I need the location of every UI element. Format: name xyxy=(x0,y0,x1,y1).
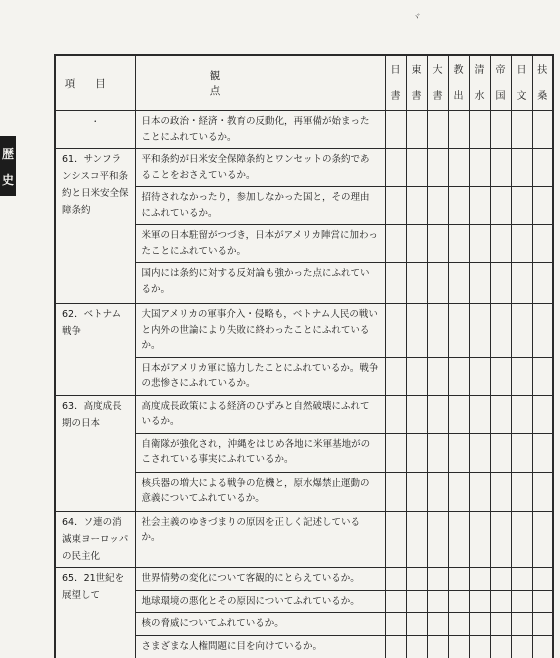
check-cell[interactable] xyxy=(385,225,406,263)
check-cell[interactable] xyxy=(385,357,406,395)
check-cell[interactable] xyxy=(427,187,448,225)
check-cell[interactable] xyxy=(532,511,553,567)
check-cell[interactable] xyxy=(406,304,427,358)
check-cell[interactable] xyxy=(532,613,553,636)
table-row xyxy=(55,511,553,567)
check-cell[interactable] xyxy=(511,304,532,358)
check-cell[interactable] xyxy=(490,567,511,590)
check-cell[interactable] xyxy=(427,225,448,263)
check-cell[interactable] xyxy=(448,433,469,472)
view-cell: 核の脅威についてふれているか。 xyxy=(135,613,385,636)
view-cell: 日本がアメリカ軍に協力したことにふれているか。戦争の悲惨さにふれているか。 xyxy=(135,357,385,395)
check-cell[interactable] xyxy=(511,590,532,613)
check-cell[interactable] xyxy=(385,187,406,225)
check-cell[interactable] xyxy=(427,111,448,149)
evaluation-table xyxy=(54,54,554,658)
check-cell[interactable] xyxy=(448,149,469,187)
header-col-nichibun: 日 文 xyxy=(511,55,532,111)
check-cell[interactable] xyxy=(532,433,553,472)
check-cell[interactable] xyxy=(490,433,511,472)
check-cell[interactable] xyxy=(469,511,490,567)
view-cell: 平和条約が日米安全保障条約とワンセットの条約であることをおさえているか。 xyxy=(135,149,385,187)
check-cell[interactable] xyxy=(385,111,406,149)
check-cell[interactable] xyxy=(406,511,427,567)
check-cell[interactable] xyxy=(469,225,490,263)
check-cell[interactable] xyxy=(385,613,406,636)
stray-mark: ヾ xyxy=(412,13,422,23)
check-cell[interactable] xyxy=(532,472,553,511)
check-cell[interactable] xyxy=(532,304,553,358)
check-cell[interactable] xyxy=(532,111,553,149)
check-cell[interactable] xyxy=(448,187,469,225)
check-cell[interactable] xyxy=(490,263,511,304)
check-cell[interactable] xyxy=(427,149,448,187)
check-cell[interactable] xyxy=(427,567,448,590)
header-col-shimizu: 清 水 xyxy=(469,55,490,111)
check-cell[interactable] xyxy=(448,472,469,511)
check-cell[interactable] xyxy=(490,149,511,187)
header-col-daisho: 大 書 xyxy=(427,55,448,111)
check-cell[interactable] xyxy=(490,187,511,225)
check-cell[interactable] xyxy=(469,111,490,149)
header-col-fuso: 扶 桑 xyxy=(532,55,553,111)
check-cell[interactable] xyxy=(427,357,448,395)
check-cell[interactable] xyxy=(532,263,553,304)
check-cell[interactable] xyxy=(448,395,469,433)
check-cell[interactable] xyxy=(511,225,532,263)
check-cell[interactable] xyxy=(511,357,532,395)
check-cell[interactable] xyxy=(448,263,469,304)
check-cell[interactable] xyxy=(469,357,490,395)
table-row xyxy=(55,395,553,433)
check-cell[interactable] xyxy=(385,304,406,358)
check-cell[interactable] xyxy=(469,149,490,187)
item-cell: ・ xyxy=(55,111,135,149)
item-cell: 64．ソ連の消滅東ヨーロッパの民主化 xyxy=(55,511,135,567)
view-cell: 核兵器の増大による戦争の危機と，原水爆禁止運動の意義についてふれているか。 xyxy=(135,472,385,511)
check-cell[interactable] xyxy=(427,613,448,636)
check-cell[interactable] xyxy=(385,511,406,567)
check-cell[interactable] xyxy=(511,111,532,149)
check-cell[interactable] xyxy=(532,187,553,225)
header-view: 観点 xyxy=(135,55,385,111)
check-cell[interactable] xyxy=(448,590,469,613)
check-cell[interactable] xyxy=(490,590,511,613)
table-row xyxy=(55,304,553,358)
check-cell[interactable] xyxy=(511,433,532,472)
item-cell: 62．ベトナム戦争 xyxy=(55,304,135,396)
check-cell[interactable] xyxy=(385,263,406,304)
check-cell[interactable] xyxy=(469,567,490,590)
check-cell[interactable] xyxy=(385,472,406,511)
check-cell[interactable] xyxy=(448,111,469,149)
view-cell: 招待されなかったり，参加しなかった国と，その理由にふれているか。 xyxy=(135,187,385,225)
view-cell: 米軍の日本駐留がつづき，日本がアメリカ陣営に加わったことにふれているか。 xyxy=(135,225,385,263)
view-cell: 地球環境の悪化とその原因についてふれているか。 xyxy=(135,590,385,613)
view-cell: 社会主義のゆきづまりの原因を正しく記述しているか。 xyxy=(135,511,385,567)
check-cell[interactable] xyxy=(490,395,511,433)
check-cell[interactable] xyxy=(427,635,448,658)
check-cell[interactable] xyxy=(448,304,469,358)
check-cell[interactable] xyxy=(511,149,532,187)
check-cell[interactable] xyxy=(406,263,427,304)
check-cell[interactable] xyxy=(469,613,490,636)
check-cell[interactable] xyxy=(406,635,427,658)
side-tab-char-2: 史 xyxy=(1,172,14,187)
check-cell[interactable] xyxy=(385,567,406,590)
check-cell[interactable] xyxy=(490,613,511,636)
check-cell[interactable] xyxy=(511,567,532,590)
check-cell[interactable] xyxy=(448,511,469,567)
check-cell[interactable] xyxy=(511,635,532,658)
check-cell[interactable] xyxy=(469,395,490,433)
check-cell[interactable] xyxy=(469,635,490,658)
check-cell[interactable] xyxy=(406,187,427,225)
check-cell[interactable] xyxy=(406,225,427,263)
check-cell[interactable] xyxy=(511,613,532,636)
header-col-tosho: 東 書 xyxy=(406,55,427,111)
check-cell[interactable] xyxy=(532,395,553,433)
check-cell[interactable] xyxy=(427,511,448,567)
item-cell: 65．21世紀を展望して xyxy=(55,567,135,658)
header-item: 項目 xyxy=(55,55,135,111)
check-cell[interactable] xyxy=(406,472,427,511)
table-row xyxy=(55,111,553,149)
check-cell[interactable] xyxy=(406,433,427,472)
view-cell: 日本の政治・経済・教育の反動化，再軍備が始まったことにふれているか。 xyxy=(135,111,385,149)
check-cell[interactable] xyxy=(469,433,490,472)
view-cell: 国内には条約に対する反対論も強かった点にふれているか。 xyxy=(135,263,385,304)
check-cell[interactable] xyxy=(406,613,427,636)
check-cell[interactable] xyxy=(490,635,511,658)
check-cell[interactable] xyxy=(511,395,532,433)
check-cell[interactable] xyxy=(469,187,490,225)
check-cell[interactable] xyxy=(490,225,511,263)
check-cell[interactable] xyxy=(490,304,511,358)
check-cell[interactable] xyxy=(406,567,427,590)
check-cell[interactable] xyxy=(511,511,532,567)
table-row xyxy=(55,567,553,590)
check-cell[interactable] xyxy=(448,635,469,658)
check-cell[interactable] xyxy=(448,567,469,590)
check-cell[interactable] xyxy=(385,635,406,658)
item-cell: 61．サンフランシスコ平和条約と日米安全保障条約 xyxy=(55,149,135,304)
check-cell[interactable] xyxy=(406,395,427,433)
item-cell: 63．高度成長期の日本 xyxy=(55,395,135,511)
check-cell[interactable] xyxy=(385,149,406,187)
check-cell[interactable] xyxy=(406,357,427,395)
header-col-nissho: 日 書 xyxy=(385,55,406,111)
check-cell[interactable] xyxy=(427,472,448,511)
check-cell[interactable] xyxy=(532,590,553,613)
check-cell[interactable] xyxy=(427,590,448,613)
check-cell[interactable] xyxy=(469,263,490,304)
view-cell: 自衛隊が強化され，沖縄をはじめ各地に米軍基地がのこされている事実にふれているか。 xyxy=(135,433,385,472)
check-cell[interactable] xyxy=(532,357,553,395)
check-cell[interactable] xyxy=(448,357,469,395)
check-cell[interactable] xyxy=(385,590,406,613)
header-col-teikoku: 帝 国 xyxy=(490,55,511,111)
check-cell[interactable] xyxy=(532,635,553,658)
check-cell[interactable] xyxy=(511,472,532,511)
check-cell[interactable] xyxy=(427,395,448,433)
check-cell[interactable] xyxy=(406,149,427,187)
check-cell[interactable] xyxy=(490,357,511,395)
history-side-tab xyxy=(0,136,16,196)
check-cell[interactable] xyxy=(406,590,427,613)
view-cell: 大国アメリカの軍事介入・侵略も，ベトナム人民の戦いと内外の世論により失敗に終わったことにふれているか。 xyxy=(135,304,385,358)
check-cell[interactable] xyxy=(469,590,490,613)
view-cell: 高度成長政策による経済のひずみと自然破壊にふれているか。 xyxy=(135,395,385,433)
check-cell[interactable] xyxy=(532,149,553,187)
check-cell[interactable] xyxy=(427,263,448,304)
check-cell[interactable] xyxy=(490,111,511,149)
check-cell[interactable] xyxy=(532,225,553,263)
check-cell[interactable] xyxy=(406,111,427,149)
check-cell[interactable] xyxy=(490,472,511,511)
table-row xyxy=(55,149,553,187)
check-cell[interactable] xyxy=(427,304,448,358)
check-cell[interactable] xyxy=(469,304,490,358)
check-cell[interactable] xyxy=(448,613,469,636)
view-cell: さまざまな人権問題に目を向けているか。 xyxy=(135,635,385,658)
check-cell[interactable] xyxy=(532,567,553,590)
check-cell[interactable] xyxy=(490,511,511,567)
check-cell[interactable] xyxy=(385,433,406,472)
check-cell[interactable] xyxy=(511,187,532,225)
check-cell[interactable] xyxy=(511,263,532,304)
check-cell[interactable] xyxy=(427,433,448,472)
check-cell[interactable] xyxy=(469,472,490,511)
header-row xyxy=(55,55,553,111)
side-tab-char-1: 歴 xyxy=(1,146,14,161)
check-cell[interactable] xyxy=(448,225,469,263)
view-cell: 世界情勢の変化について客観的にとらえているか。 xyxy=(135,567,385,590)
check-cell[interactable] xyxy=(385,395,406,433)
header-col-kyoshutsu: 教 出 xyxy=(448,55,469,111)
